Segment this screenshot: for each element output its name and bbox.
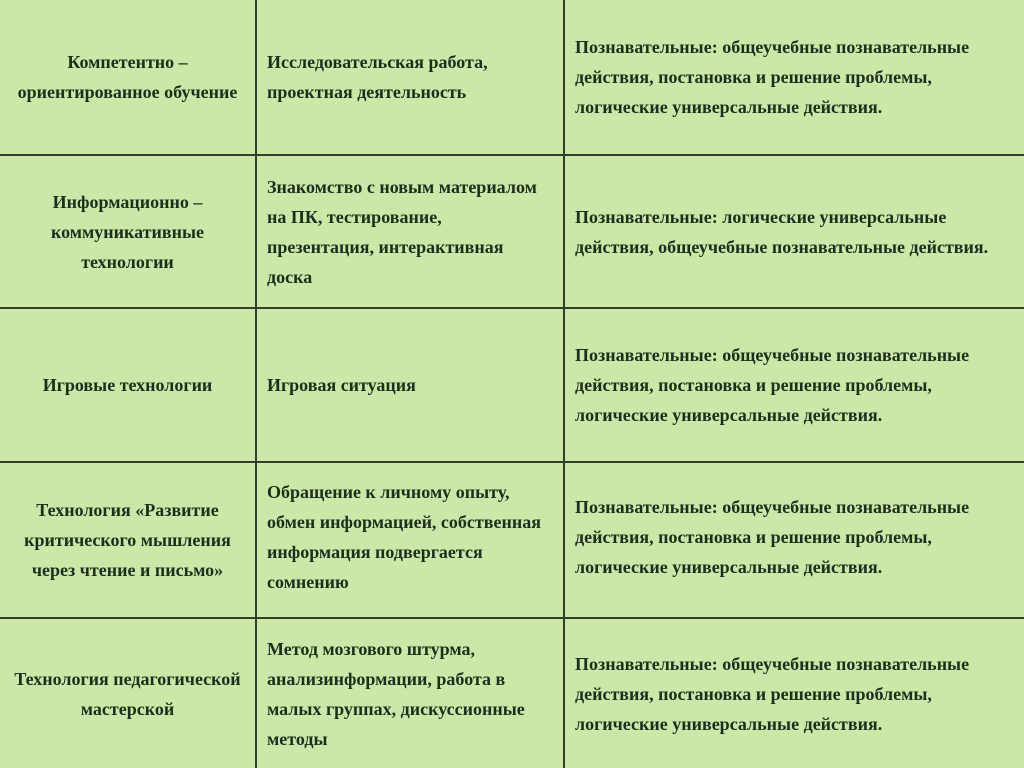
- uud-cell: [564, 618, 1024, 768]
- uud-text: Познавательные: общеучебные познавательные действия, постановка и решение проблемы, логические универсальные действия.: [575, 345, 970, 425]
- technology-name: Компетентно – ориентированное обучение: [17, 52, 238, 102]
- methods-cell: [256, 462, 564, 618]
- uud-text: Познавательные: логические универсальные действия, общеучебные познавательные действия.: [575, 206, 989, 257]
- methods-cell: [256, 308, 564, 462]
- technology-name: Технология «Развитие критического мышления через чтение и письмо»: [24, 500, 231, 580]
- uud-text: Познавательные: общеучебные познавательные действия, постановка и решение проблемы, логические универсальные действия.: [575, 653, 970, 734]
- methods-cell: [256, 0, 564, 155]
- technology-name: Технология педагогической мастерской: [14, 668, 241, 719]
- uud-cell: [564, 155, 1024, 308]
- uud-text: Познавательные: общеучебные познавательные действия, постановка и решение проблемы, логические универсальные действия.: [575, 497, 970, 577]
- table-row: [0, 308, 1024, 462]
- methods-text: Игровая ситуация: [267, 375, 416, 395]
- technology-cell: [0, 155, 256, 308]
- uud-cell: [564, 0, 1024, 155]
- technology-name: Игровые технологии: [42, 375, 213, 395]
- uud-text: Познавательные: общеучебные познавательные действия, постановка и решение проблемы, логические универсальные действия.: [575, 37, 970, 117]
- methods-text: Метод мозгового штурма, анализинформации, работа в малых группах, дискуссионные методы: [267, 638, 525, 749]
- technology-cell: [0, 618, 256, 768]
- methods-text: Исследовательская работа, проектная деятельность: [267, 52, 488, 102]
- technology-cell: [0, 0, 256, 155]
- uud-cell: [564, 462, 1024, 618]
- table-row: [0, 618, 1024, 768]
- technology-cell: [0, 308, 256, 462]
- technology-name: Информационно – коммуникативные технологии: [50, 191, 205, 272]
- methods-text: Обращение к личному опыту, обмен информацией, собственная информация подвергается сомнению: [267, 482, 541, 592]
- methods-cell: [256, 618, 564, 768]
- table-row: [0, 0, 1024, 155]
- methods-cell: [256, 155, 564, 308]
- methods-text: Знакомство с новым материалом на ПК, тестирование, презентация, интерактивная доска: [267, 176, 537, 287]
- technology-cell: [0, 462, 256, 618]
- table-row: [0, 155, 1024, 308]
- table-row: [0, 462, 1024, 618]
- uud-cell: [564, 308, 1024, 462]
